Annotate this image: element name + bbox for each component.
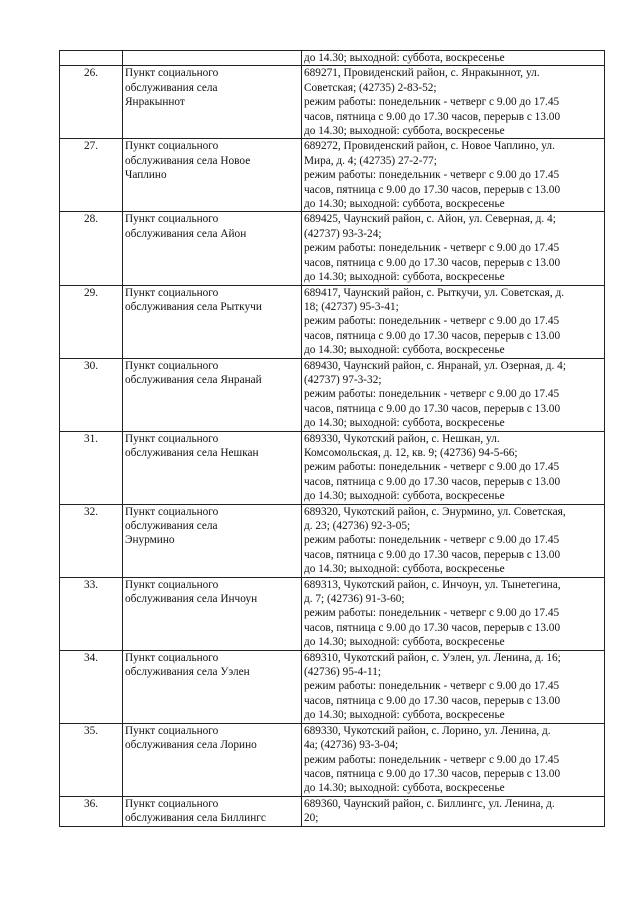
- name-line: Пункт социального: [125, 505, 219, 518]
- service-point-name-cell: [123, 504, 302, 577]
- row-number-cell: 36.: [60, 796, 123, 826]
- table-row: [60, 431, 605, 504]
- info-line: часов, пятница с 9.00 до 17.30 часов, перерыв с 13.00: [304, 329, 561, 342]
- name-line: обслуживания села Янранай: [125, 373, 262, 386]
- service-point-name-cell: [123, 139, 302, 212]
- table-row: [60, 358, 605, 431]
- info-line: часов, пятница с 9.00 до 17.30 часов, перерыв с 13.00: [304, 256, 561, 269]
- info-line: часов, пятница с 9.00 до 17.30 часов, перерыв с 13.00: [304, 110, 561, 123]
- name-line: обслуживания села Рыткучи: [125, 300, 262, 313]
- info-line: часов, пятница с 9.00 до 17.30 часов, перерыв с 13.00: [304, 767, 561, 780]
- info-line: до 14.30; выходной: суббота, воскресенье: [304, 636, 505, 649]
- row-number-cell: [60, 51, 123, 66]
- info-line: 689330, Чукотский район, с. Нешкан, ул.: [304, 432, 500, 445]
- table-row: [60, 723, 605, 796]
- info-line: до 14.30; выходной: суббота, воскресенье: [304, 271, 505, 284]
- table-row-continuation: [60, 51, 605, 66]
- info-line: 689330, Чукотский район, с. Лорино, ул. Ленина, д.: [304, 724, 551, 737]
- row-number-cell: 30.: [60, 358, 123, 431]
- info-line: (42737) 93-3-24;: [304, 227, 382, 240]
- row-number-cell: 32.: [60, 504, 123, 577]
- info-line: д. 23; (42736) 92-3-05;: [304, 520, 411, 532]
- row-number-cell: 34.: [60, 650, 123, 723]
- row-number-cell: 29.: [60, 285, 123, 358]
- info-line: до 14.30; выходной: суббота, воскресенье: [304, 125, 505, 138]
- name-line: обслуживания села: [125, 520, 218, 532]
- info-line: режим работы: понедельник - четверг с 9.00 до 17.45: [304, 534, 560, 547]
- row-number-cell: 31.: [60, 431, 123, 504]
- info-line: Комсомольская, д. 12, кв. 9; (42736) 94-5-66;: [304, 446, 518, 459]
- name-line: Янракыннот: [125, 96, 185, 109]
- address-schedule-cell: [302, 51, 605, 66]
- info-line: до 14.30; выходной: суббота, воскресенье: [304, 344, 505, 357]
- info-line: до 14.30; выходной: суббота, воскресенье: [304, 417, 505, 430]
- info-line: 689320, Чукотский район, с. Энурмино, ул. Советская,: [304, 505, 566, 518]
- row-number-cell: 26.: [60, 66, 123, 139]
- info-line: (42736) 95-4-11;: [304, 666, 382, 679]
- name-line: обслуживания села Айон: [125, 227, 247, 240]
- info-line: до 14.30; выходной: суббота, воскресенье: [304, 563, 505, 576]
- table-row: [60, 504, 605, 577]
- service-point-name-cell: [123, 650, 302, 723]
- name-line: обслуживания села Биллингс: [125, 812, 266, 825]
- row-number-cell: 33.: [60, 577, 123, 650]
- table-row: [60, 66, 605, 139]
- address-schedule-cell: [302, 504, 605, 577]
- social-service-points-table: [59, 50, 605, 827]
- info-line: режим работы: понедельник - четверг с 9.00 до 17.45: [304, 242, 560, 255]
- info-line: д. 7; (42736) 91-3-60;: [304, 593, 405, 606]
- name-line: Пункт социального: [125, 724, 219, 737]
- info-line: режим работы: понедельник - четверг с 9.00 до 17.45: [304, 388, 560, 401]
- info-line: часов, пятница с 9.00 до 17.30 часов, перерыв с 13.00: [304, 548, 561, 561]
- info-line: 689425, Чаунский район, с. Айон, ул. Северная, д. 4;: [304, 213, 556, 226]
- name-line: обслуживания села Лорино: [125, 739, 257, 752]
- address-schedule-cell: [302, 577, 605, 650]
- info-line: 689430, Чаунский район, с. Янранай, ул. Озерная, д. 4;: [304, 359, 566, 372]
- info-line: режим работы: понедельник - четверг с 9.00 до 17.45: [304, 461, 560, 474]
- address-schedule-cell: [302, 285, 605, 358]
- table-row: [60, 139, 605, 212]
- info-line: Мира, д. 4; (42735) 27-2-77;: [304, 154, 437, 167]
- info-line: часов, пятница с 9.00 до 17.30 часов, перерыв с 13.00: [304, 475, 561, 488]
- info-line: режим работы: понедельник - четверг с 9.00 до 17.45: [304, 753, 560, 766]
- info-line: режим работы: понедельник - четверг с 9.00 до 17.45: [304, 169, 560, 182]
- service-point-name-cell: [123, 796, 302, 826]
- name-line: Энурмино: [125, 534, 175, 547]
- name-line: Пункт социального: [125, 359, 219, 372]
- table-body: [60, 51, 605, 827]
- table-row: [60, 285, 605, 358]
- info-line: до 14.30; выходной: суббота, воскресенье: [304, 782, 505, 795]
- table-row: [60, 796, 605, 826]
- service-point-name-cell: [123, 358, 302, 431]
- name-line: Пункт социального: [125, 140, 219, 153]
- info-line: (42737) 97-3-32;: [304, 373, 382, 386]
- service-point-name-cell: [123, 66, 302, 139]
- info-line: 689360, Чаунский район, с. Биллингс, ул. Ленина, д.: [304, 797, 555, 810]
- service-point-name-cell: [123, 212, 302, 285]
- info-line: часов, пятница с 9.00 до 17.30 часов, перерыв с 13.00: [304, 621, 561, 634]
- info-line: 689310, Чукотский район, с. Уэлен, ул. Ленина, д. 16;: [304, 651, 561, 664]
- address-schedule-cell: [302, 358, 605, 431]
- info-line: режим работы: понедельник - четверг с 9.00 до 17.45: [304, 680, 560, 693]
- name-line: Пункт социального: [125, 67, 219, 80]
- name-line: Пункт социального: [125, 213, 219, 226]
- address-schedule-cell: [302, 66, 605, 139]
- name-line: обслуживания села: [125, 81, 218, 94]
- table-row: [60, 577, 605, 650]
- info-line: до 14.30; выходной: суббота, воскресенье: [304, 198, 505, 211]
- info-line: 689271, Провиденский район, с. Янракыннот, ул.: [304, 67, 540, 80]
- address-schedule-cell: [302, 650, 605, 723]
- name-line: Пункт социального: [125, 651, 219, 664]
- service-point-name-cell: [123, 431, 302, 504]
- info-line: до 14.30; выходной: суббота, воскресенье: [304, 490, 505, 503]
- info-line: 689272, Провиденский район, с. Новое Чаплино, ул.: [304, 140, 555, 153]
- name-line: обслуживания села Нешкан: [125, 446, 259, 459]
- info-line: часов, пятница с 9.00 до 17.30 часов, перерыв с 13.00: [304, 183, 561, 196]
- info-line: режим работы: понедельник - четверг с 9.00 до 17.45: [304, 607, 560, 620]
- name-line: Пункт социального: [125, 286, 219, 299]
- info-line: режим работы: понедельник - четверг с 9.00 до 17.45: [304, 315, 560, 328]
- service-point-name-cell: [123, 577, 302, 650]
- name-line: Пункт социального: [125, 797, 219, 810]
- info-line: 4а; (42736) 93-3-04;: [304, 739, 399, 752]
- info-line: 18; (42737) 95-3-41;: [304, 300, 399, 313]
- info-line: 689417, Чаунский район, с. Рыткучи, ул. Советская, д.: [304, 286, 565, 299]
- name-line: Чаплино: [125, 169, 167, 182]
- info-line: 689313, Чукотский район, с. Инчоун, ул. Тынетегина,: [304, 578, 561, 591]
- address-schedule-cell: [302, 431, 605, 504]
- table-row: [60, 212, 605, 285]
- address-schedule-cell: [302, 723, 605, 796]
- info-line: часов, пятница с 9.00 до 17.30 часов, перерыв с 13.00: [304, 402, 561, 415]
- name-line: обслуживания села Инчоун: [125, 593, 258, 606]
- info-line: до 14.30; выходной: суббота, воскресенье: [304, 52, 505, 64]
- address-schedule-cell: [302, 796, 605, 826]
- name-line: Пункт социального: [125, 578, 219, 591]
- row-number-cell: 27.: [60, 139, 123, 212]
- name-line: обслуживания села Уэлен: [125, 666, 250, 679]
- info-line: часов, пятница с 9.00 до 17.30 часов, перерыв с 13.00: [304, 694, 561, 707]
- service-point-name-cell: [123, 723, 302, 796]
- address-schedule-cell: [302, 139, 605, 212]
- service-point-name-cell: [123, 285, 302, 358]
- info-line: Советская; (42735) 2-83-52;: [304, 81, 437, 94]
- info-line: 20;: [304, 812, 319, 825]
- info-line: до 14.30; выходной: суббота, воскресенье: [304, 709, 505, 722]
- service-point-name-cell: [123, 51, 302, 66]
- name-line: обслуживания села Новое: [125, 154, 251, 167]
- name-line: Пункт социального: [125, 432, 219, 445]
- row-number-cell: 28.: [60, 212, 123, 285]
- table-row: [60, 650, 605, 723]
- row-number-cell: 35.: [60, 723, 123, 796]
- info-line: режим работы: понедельник - четверг с 9.00 до 17.45: [304, 96, 560, 109]
- address-schedule-cell: [302, 212, 605, 285]
